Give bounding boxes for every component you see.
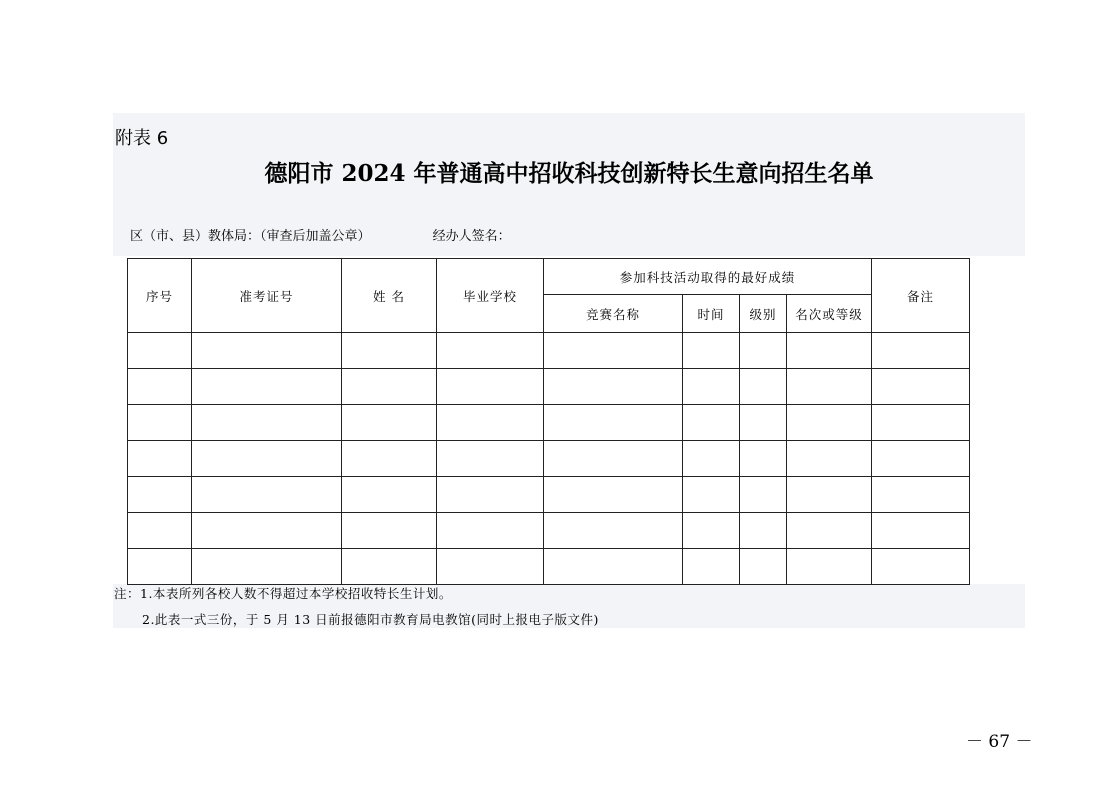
header-level: 级别 xyxy=(740,295,787,333)
page-number: － 67 － xyxy=(966,732,1033,752)
cell-school xyxy=(437,405,544,441)
cell-rank xyxy=(787,369,872,405)
cell-remark xyxy=(872,477,970,513)
header-school: 毕业学校 xyxy=(437,259,544,333)
cell-school xyxy=(437,513,544,549)
cell-exam-id xyxy=(192,477,342,513)
cell-competition xyxy=(544,477,683,513)
cell-rank xyxy=(787,333,872,369)
cell-remark xyxy=(872,441,970,477)
table-row xyxy=(128,369,970,405)
note-1: 注：1.本表所列各校人数不得超过本学校招收特长生计划。 xyxy=(114,586,452,601)
cell-rank xyxy=(787,405,872,441)
cell-time xyxy=(683,405,740,441)
cell-rank xyxy=(787,513,872,549)
cell-competition xyxy=(544,369,683,405)
cell-level xyxy=(740,513,787,549)
cell-seq xyxy=(128,477,192,513)
cell-level xyxy=(740,333,787,369)
cell-exam-id xyxy=(192,441,342,477)
cell-exam-id xyxy=(192,405,342,441)
cell-seq xyxy=(128,549,192,585)
cell-level xyxy=(740,477,787,513)
cell-time xyxy=(683,477,740,513)
cell-remark xyxy=(872,333,970,369)
cell-competition xyxy=(544,513,683,549)
cell-name xyxy=(342,333,437,369)
cell-time xyxy=(683,333,740,369)
table-row xyxy=(128,549,970,585)
cell-name xyxy=(342,369,437,405)
table-row xyxy=(128,477,970,513)
cell-seq xyxy=(128,369,192,405)
cell-seq xyxy=(128,333,192,369)
cell-remark xyxy=(872,405,970,441)
signer-field-label: 经办人签名： xyxy=(432,229,511,244)
cell-rank xyxy=(787,441,872,477)
cell-name xyxy=(342,549,437,585)
document-title: 德阳市 2024 年普通高中招收科技创新特长生意向招生名单 xyxy=(264,160,874,187)
cell-exam-id xyxy=(192,333,342,369)
header-competition: 竞赛名称 xyxy=(544,295,683,333)
cell-time xyxy=(683,513,740,549)
cell-level xyxy=(740,369,787,405)
enrollment-table xyxy=(127,258,970,585)
note-2: 2.此表一式三份，于 5 月 13 日前报德阳市教育局电教馆(同时上报电子版文件) xyxy=(142,612,599,627)
header-name: 姓 名 xyxy=(342,259,437,333)
meta-line xyxy=(130,228,511,246)
cell-time xyxy=(683,549,740,585)
header-exam-id: 准考证号 xyxy=(192,259,342,333)
header-best-result: 参加科技活动取得的最好成绩 xyxy=(544,259,872,295)
cell-time xyxy=(683,369,740,405)
cell-exam-id xyxy=(192,369,342,405)
table-row xyxy=(128,333,970,369)
cell-name xyxy=(342,405,437,441)
cell-rank xyxy=(787,477,872,513)
table-row xyxy=(128,405,970,441)
cell-rank xyxy=(787,549,872,585)
header-time: 时间 xyxy=(683,295,740,333)
table-row xyxy=(128,441,970,477)
cell-school xyxy=(437,333,544,369)
cell-exam-id xyxy=(192,549,342,585)
table-row xyxy=(128,513,970,549)
header-rank: 名次或等级 xyxy=(787,295,872,333)
header-remark: 备注 xyxy=(872,259,970,333)
cell-seq xyxy=(128,513,192,549)
cell-school xyxy=(437,369,544,405)
cell-school xyxy=(437,477,544,513)
cell-name xyxy=(342,513,437,549)
cell-seq xyxy=(128,441,192,477)
header-seq: 序号 xyxy=(128,259,192,333)
cell-school xyxy=(437,549,544,585)
cell-remark xyxy=(872,513,970,549)
cell-seq xyxy=(128,405,192,441)
cell-competition xyxy=(544,441,683,477)
cell-level xyxy=(740,441,787,477)
attachment-label: 附表 6 xyxy=(115,128,169,149)
cell-competition xyxy=(544,405,683,441)
cell-name xyxy=(342,477,437,513)
cell-competition xyxy=(544,333,683,369)
cell-name xyxy=(342,441,437,477)
cell-school xyxy=(437,441,544,477)
district-field-label: 区（市、县）教体局：（审查后加盖公章） xyxy=(130,229,371,244)
cell-remark xyxy=(872,369,970,405)
cell-level xyxy=(740,549,787,585)
cell-exam-id xyxy=(192,513,342,549)
cell-level xyxy=(740,405,787,441)
cell-competition xyxy=(544,549,683,585)
cell-time xyxy=(683,441,740,477)
cell-remark xyxy=(872,549,970,585)
